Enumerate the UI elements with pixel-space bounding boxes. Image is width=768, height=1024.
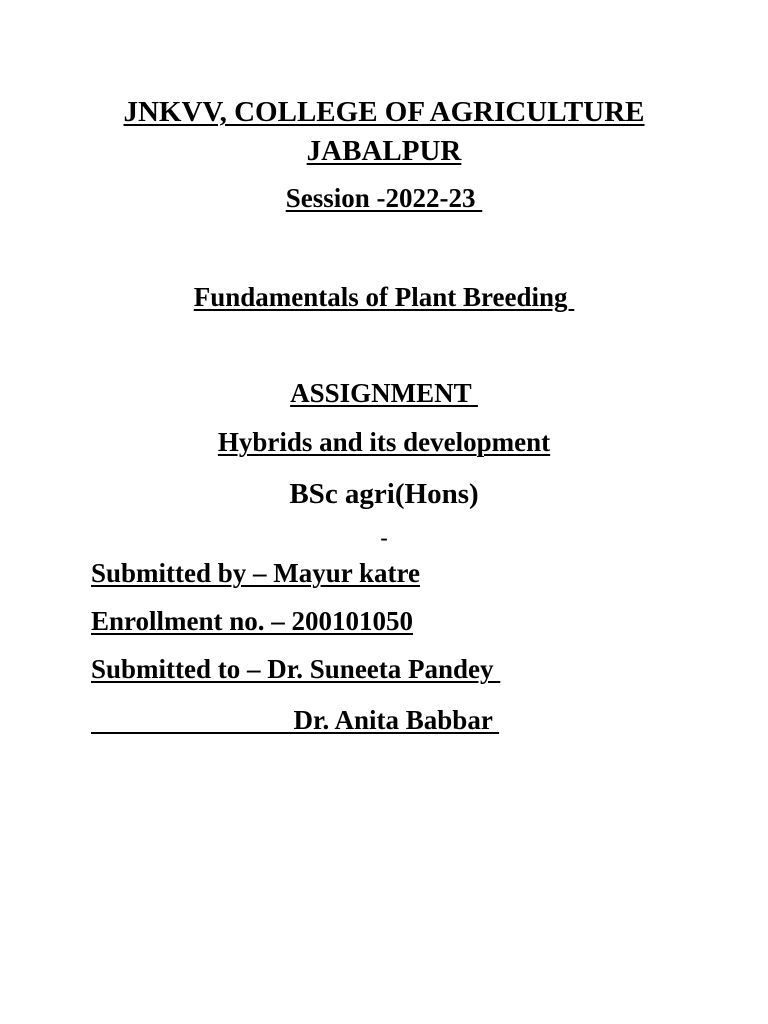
college-title-line1: JNKVV, COLLEGE OF AGRICULTURE	[123, 96, 645, 128]
session-line: Session -2022-23	[285, 183, 483, 213]
submitted-to-second: Dr. Anita Babbar	[91, 705, 500, 735]
separator-dash: -	[380, 525, 388, 550]
course-title: Fundamentals of Plant Breeding	[193, 282, 575, 312]
college-title-line2: JABALPUR	[306, 135, 462, 167]
assignment-heading: ASSIGNMENT	[290, 378, 478, 408]
degree-line: BSc agri(Hons)	[289, 478, 479, 510]
submitted-to: Submitted to – Dr. Suneeta Pandey	[91, 654, 501, 684]
enrollment-number: Enrollment no. – 200101050	[91, 606, 414, 636]
assignment-topic: Hybrids and its development	[217, 427, 551, 457]
submitted-by: Submitted by – Mayur katre	[91, 558, 421, 588]
